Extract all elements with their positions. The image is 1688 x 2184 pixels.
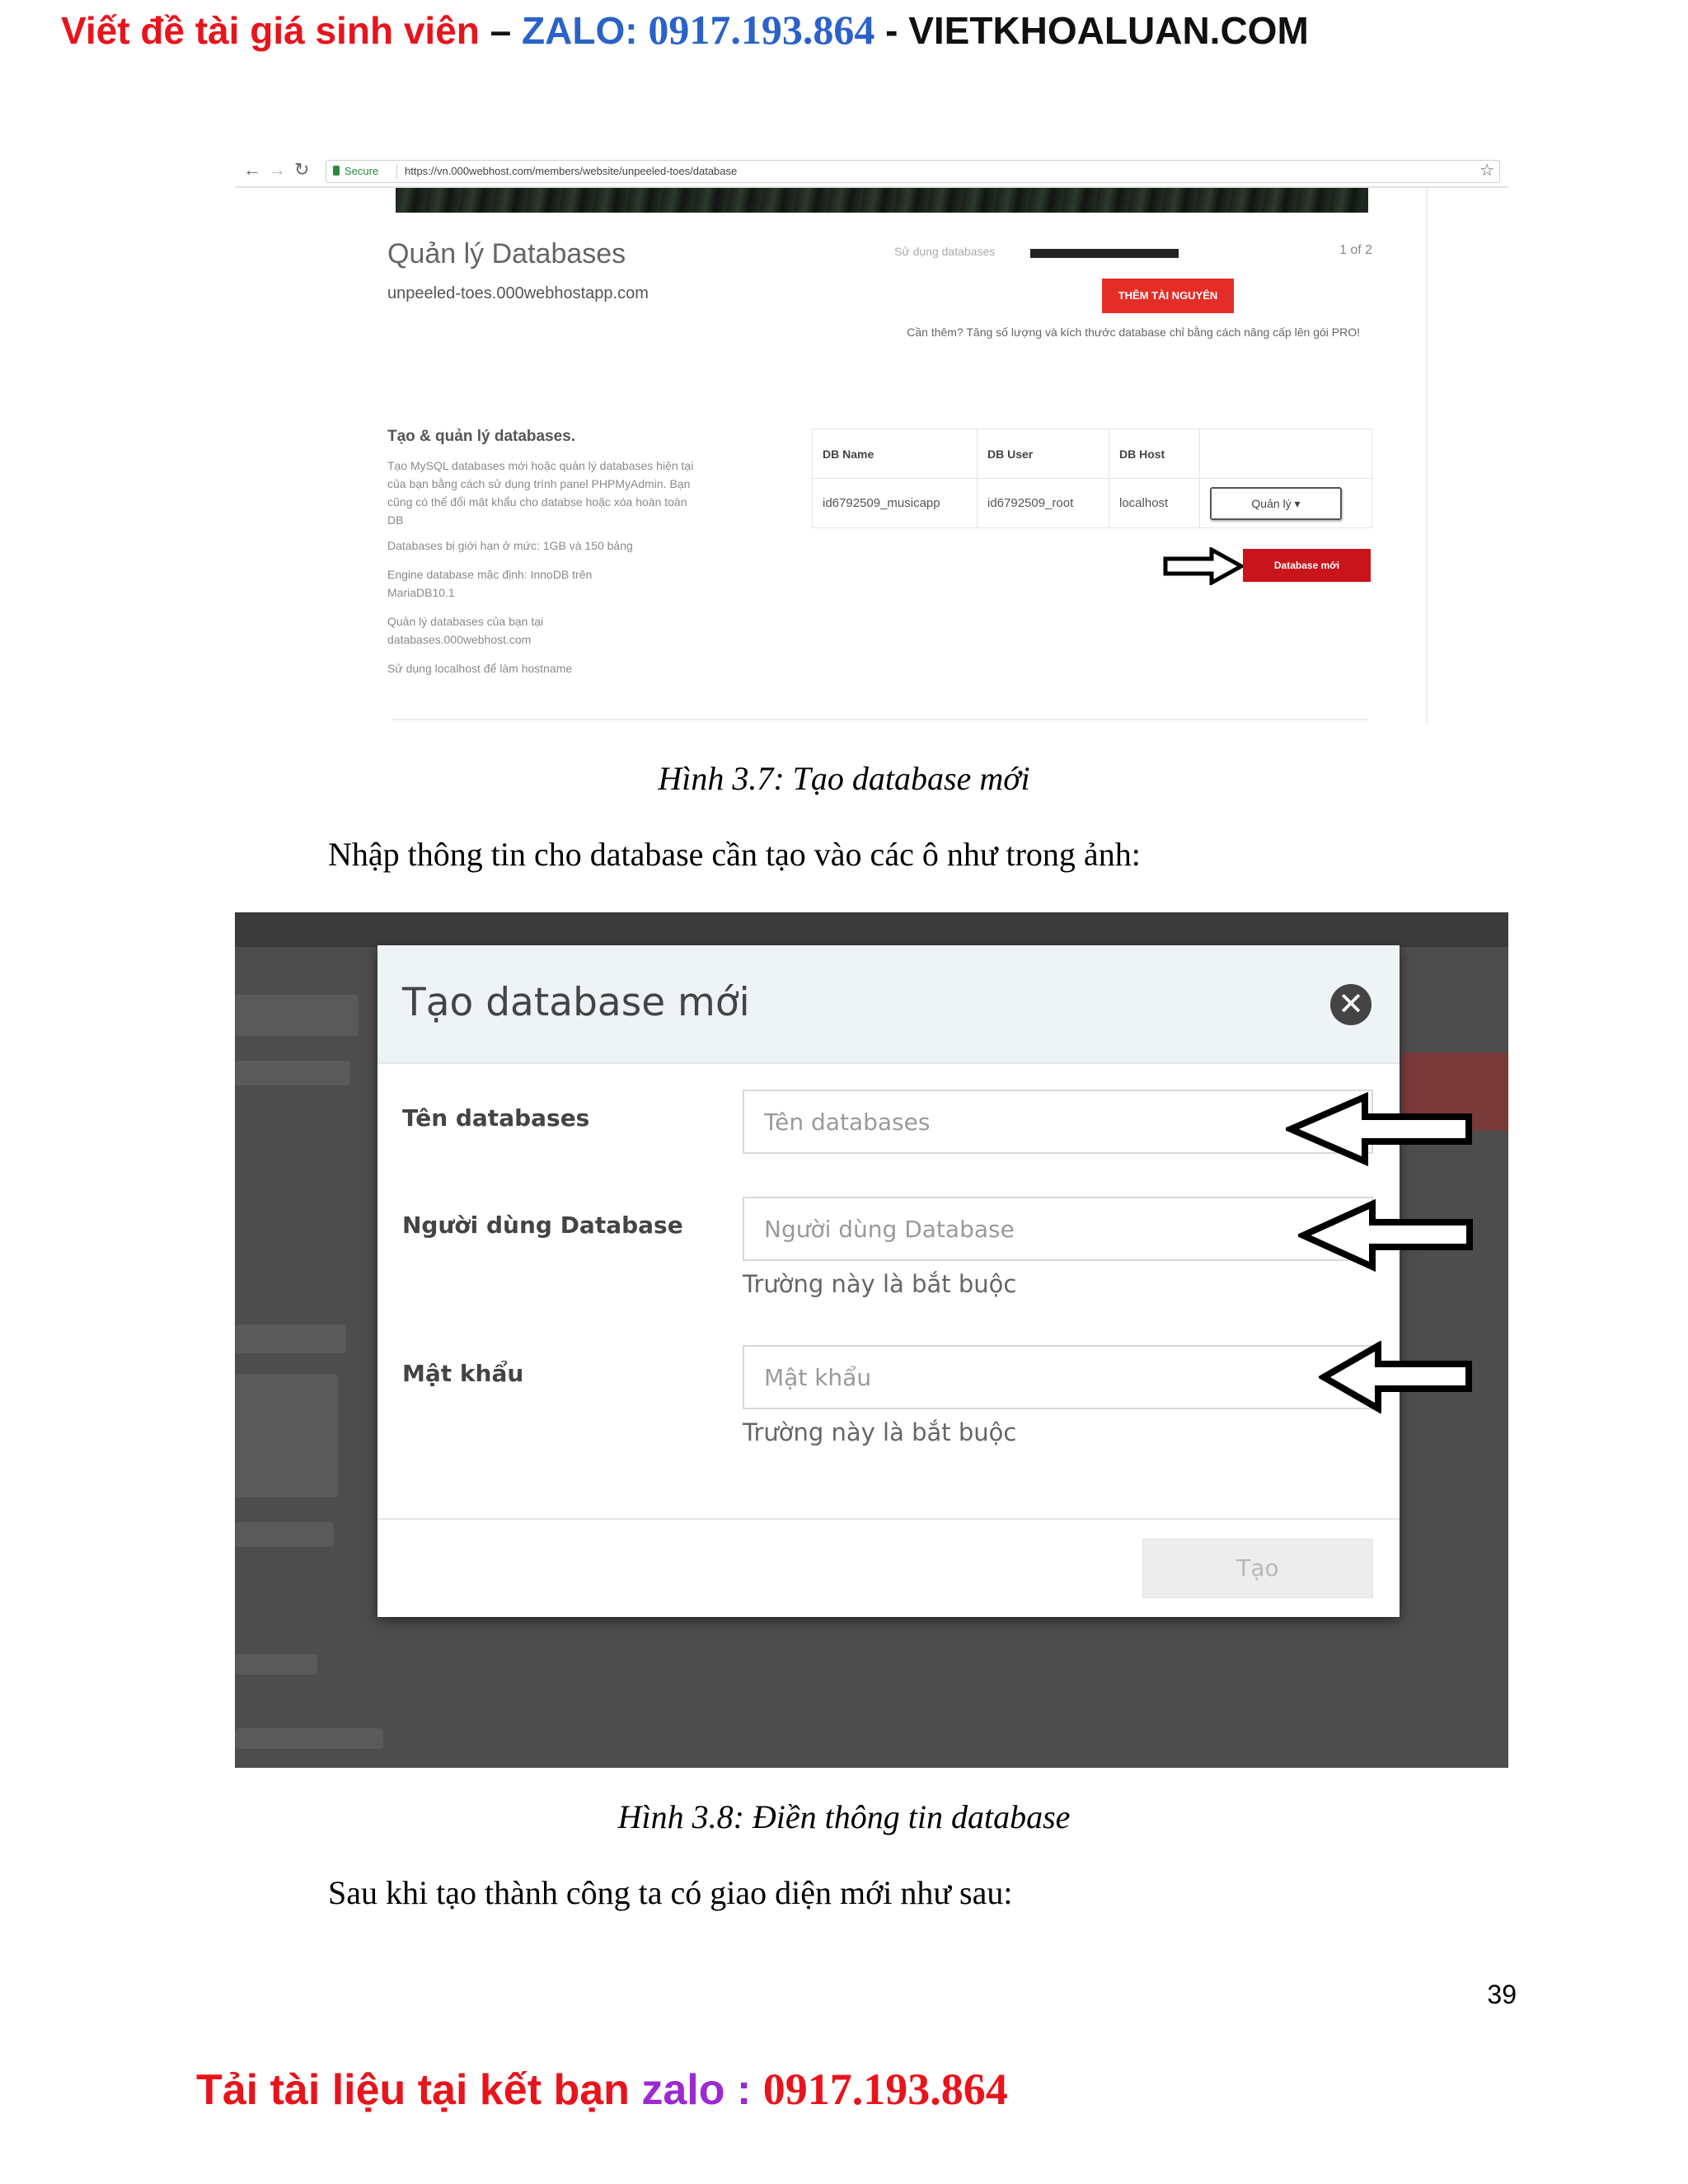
left-arrow-icon [1286,1092,1475,1166]
secure-label: Secure [345,165,379,177]
content-bottom-border [392,719,1368,720]
usage-count: 1 of 2 [1339,243,1373,257]
footer-banner-text: Tải tài liệu tại kết bạn [196,2066,642,2114]
footer-banner [196,2060,1008,2120]
column-header [1200,429,1372,479]
database-user-input[interactable] [743,1197,1373,1261]
content-right-border [1426,188,1428,724]
address-bar[interactable] [326,160,1500,183]
create-database-modal [377,945,1400,1617]
password-input[interactable] [743,1345,1373,1409]
right-arrow-icon [1162,547,1245,585]
side-hostname-text: Sử dụng localhost để làm hostname [387,662,573,675]
password-required-hint: Trường này là bắt buộc [743,1418,1017,1446]
add-resource-button[interactable]: THÊM TÀI NGUYÊN [1102,279,1234,313]
side-engine-text: Engine database mặc định: InnoDB trên MariaDB10.1 [387,568,593,599]
usage-progress-fill [1030,249,1179,258]
background-text [235,1324,346,1353]
url-divider [396,164,397,179]
paragraph-instruction: Nhập thông tin cho database cần tạo vào các ô như trong ảnh: [328,836,1141,873]
close-icon[interactable]: ✕ [1330,984,1372,1025]
page-title: Quản lý Databases [387,238,626,269]
column-header: DB Name [813,429,978,479]
header-banner-tagline: Viết đề tài giá sinh viên [61,9,480,52]
hero-image-strip [396,188,1368,213]
table-row [813,479,1372,528]
header-banner-dash: – [479,9,523,52]
side-manage-text: Quản lý databases của bạn tại databases.000webhost.com [387,615,544,646]
footer-banner-phone: 0917.193.864 [762,2064,1008,2114]
upgrade-note: Cần thêm? Tăng số lượng và kích thước database chỉ bằng cách nâng cấp lên gói PRO! [907,326,1360,339]
page-number: 39 [1487,1980,1517,2009]
background-text [235,1654,317,1675]
table-header-row [813,429,1372,479]
left-arrow-icon [1298,1199,1475,1272]
column-header: DB Host [1109,429,1200,479]
password-label: Mật khẩu [402,1360,524,1387]
database-user-required-hint: Trường này là bắt buộc [743,1270,1017,1298]
paragraph-result: Sau khi tạo thành công ta có giao diện mới như sau: [328,1874,1013,1911]
background-text [235,1061,350,1085]
figure-2-screenshot [235,912,1508,1768]
background-heading [235,995,359,1036]
background-text [235,1522,334,1547]
modal-header [377,945,1400,1064]
side-limit-text: Databases bị giới hạn ở mức: 1GB và 150 bảng [387,539,633,552]
bookmark-star-icon[interactable]: ☆ [1479,162,1494,180]
back-arrow-icon[interactable]: ← [243,159,261,180]
table-cell-db-user: id6792509_root [978,479,1109,528]
figure-1-caption: Hình 3.7: Tạo database mới [658,760,1030,797]
table-cell-db-name: id6792509_musicapp [813,479,978,528]
database-user-label: Người dùng Database [402,1212,683,1239]
table-cell-actions [1200,479,1372,528]
usage-label: Sử dụng databases [894,245,996,258]
figure-1-screenshot [235,148,1508,725]
url-text: https://vn.000webhost.com/members/website/unpeeled-toes/database [405,165,738,177]
footer-banner-colon: : [724,2066,763,2114]
table-cell-db-host: localhost [1109,479,1200,528]
side-description: Tạo MySQL databases mới hoặc quản lý databases hiện tại của bạn bằng cách sử dụng trình panel PHPMyAdmin. Bạn cũng có thể đổi mật khẩu cho databse hoặc xóa hoàn toàn DB [387,459,694,527]
site-hostname: unpeeled-toes.000webhostapp.com [387,284,649,302]
modal-footer-divider [377,1518,1400,1520]
background-text [235,1728,383,1749]
figure-2-caption: Hình 3.8: Điền thông tin database [617,1798,1071,1835]
background-text [235,1374,338,1497]
create-button[interactable]: Tạo [1142,1539,1373,1598]
database-name-input[interactable] [743,1090,1373,1154]
databases-table [812,429,1372,528]
column-header: DB User [978,429,1109,479]
lock-icon [333,166,340,176]
browser-toolbar [235,153,1508,188]
section-title: Tạo & quản lý databases. [387,428,576,445]
header-banner-site[interactable]: VIETKHOALUAN.COM [908,9,1309,52]
header-banner-zalo-label: ZALO: [522,9,649,52]
left-arrow-icon [1319,1341,1475,1413]
header-banner [61,5,1309,56]
reload-icon[interactable]: ↻ [294,159,310,180]
database-name-label: Tên databases [402,1104,590,1132]
modal-title: Tạo database mới [402,980,750,1025]
background-topbar [235,912,1508,947]
new-database-button[interactable]: Database mới [1243,549,1371,582]
forward-arrow-icon[interactable]: → [268,159,286,180]
header-banner-separator: - [874,9,909,52]
footer-banner-zalo: zalo [641,2066,725,2114]
header-banner-phone: 0917.193.864 [648,7,875,53]
usage-progress-bar [1030,249,1179,258]
manage-dropdown-button[interactable]: Quản lý ▾ [1210,487,1342,520]
